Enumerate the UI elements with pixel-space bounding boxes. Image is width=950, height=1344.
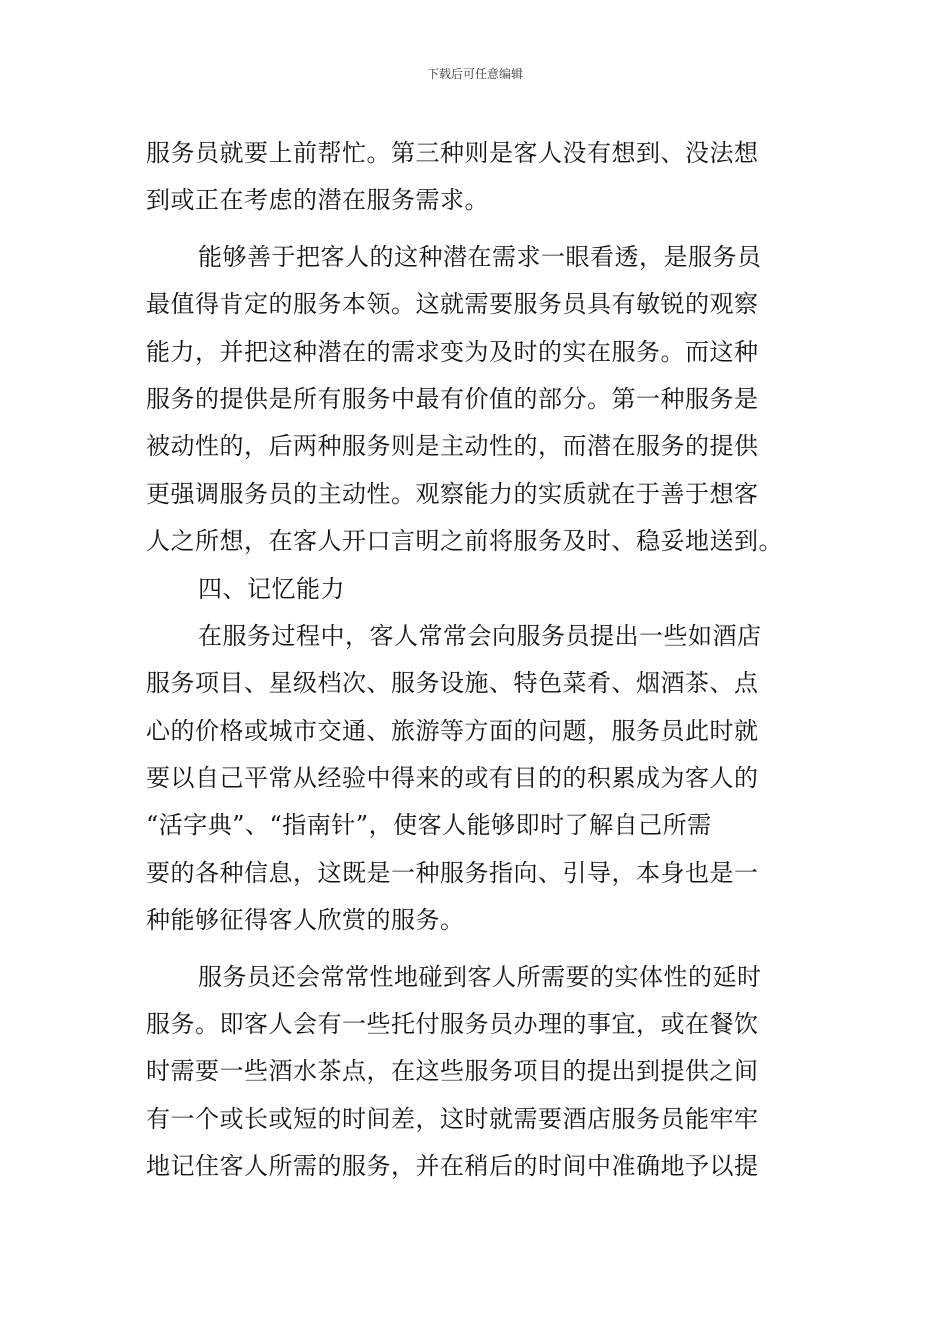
text-line: 到或正在考虑的潜在服务需求。 bbox=[146, 186, 489, 215]
text-line: 有一个或长或短的时间差，这时就需要酒店服务员能牢牢 bbox=[146, 1104, 759, 1133]
text-line: 被动性的，后两种服务则是主动性的，而潜在服务的提供 bbox=[146, 432, 759, 461]
text-line: 人之所想，在客人开口言明之前将服务及时、稳妥地送到。 bbox=[146, 527, 783, 556]
text-line: 更强调服务员的主动性。观察能力的实质就在于善于想客 bbox=[146, 479, 759, 508]
paragraph-start-line: 服务员还会常常性地碰到客人所需要的实体性的延时 bbox=[198, 962, 762, 991]
section-heading: 四、记忆能力 bbox=[198, 574, 345, 603]
text-line: 要的各种信息，这既是一种服务指向、引导，本身也是一 bbox=[146, 858, 759, 887]
text-line: 最值得肯定的服务本领。这就需要服务员具有敏锐的观察 bbox=[146, 290, 759, 319]
page-header: 下载后可任意编辑 bbox=[426, 67, 523, 81]
text-line: 地记住客人所需的服务，并在稍后的时间中准确地予以提 bbox=[146, 1152, 759, 1181]
text-line: 服务项目、星级档次、服务设施、特色菜肴、烟酒茶、点 bbox=[146, 669, 759, 698]
text-line: 服务的提供是所有服务中最有价值的部分。第一种服务是 bbox=[146, 384, 759, 413]
text-line: 能力，并把这种潜在的需求变为及时的实在服务。而这种 bbox=[146, 337, 759, 366]
paragraph-start-line: 能够善于把客人的这种潜在需求一眼看透，是服务员 bbox=[198, 242, 762, 271]
text-line: 服务。即客人会有一些托付服务员办理的事宜，或在餐饮 bbox=[146, 1010, 759, 1039]
text-line: 要以自己平常从经验中得来的或有目的的积累成为客人的 bbox=[146, 764, 759, 793]
text-line: “活字典”、“指南针”，使客人能够即时了解自己所需 bbox=[146, 811, 712, 840]
paragraph-start-line: 在服务过程中，客人常常会向服务员提出一些如酒店 bbox=[198, 621, 762, 650]
document-body bbox=[146, 130, 806, 1191]
text-line: 服务员就要上前帮忙。第三种则是客人没有想到、没法想 bbox=[146, 139, 759, 167]
text-line: 时需要一些酒水茶点，在这些服务项目的提出到提供之间 bbox=[146, 1057, 759, 1086]
text-line: 心的价格或城市交通、旅游等方面的问题，服务员此时就 bbox=[146, 716, 759, 745]
text-line: 种能够征得客人欣赏的服务。 bbox=[146, 906, 465, 935]
